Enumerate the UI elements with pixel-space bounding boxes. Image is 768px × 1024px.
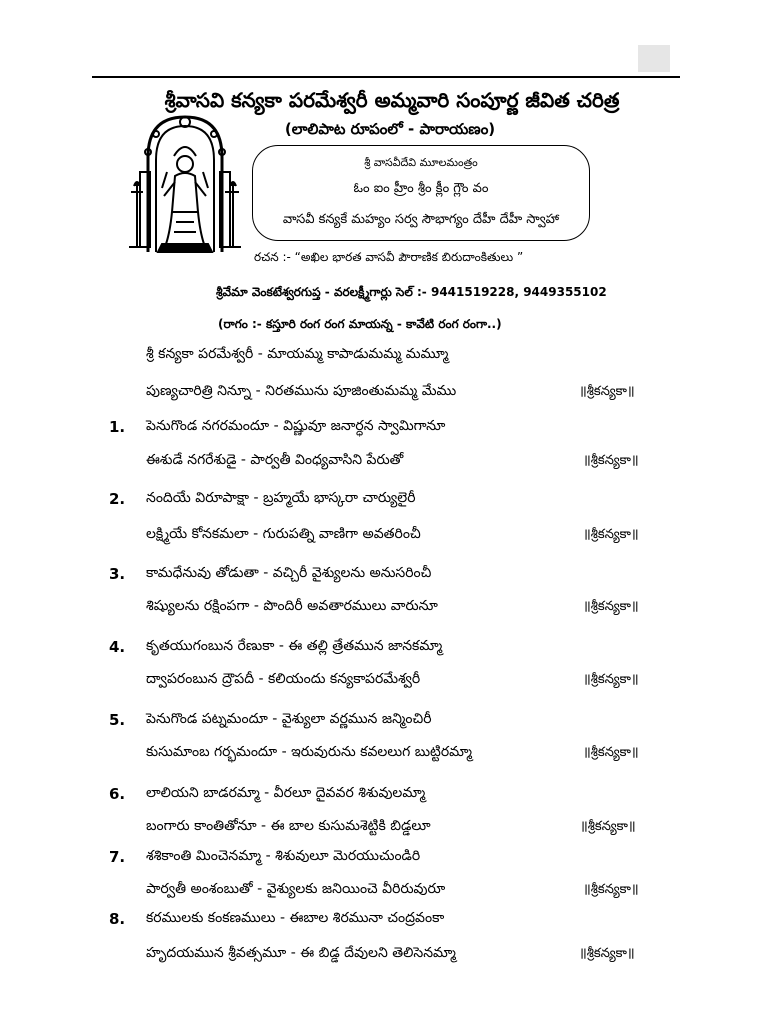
refrain-label: ॥శ్రీకన్యకా॥ [583, 527, 639, 542]
mantra-line: ఓం ఐం హ్రీం శ్రీం క్లీం గ్లౌం వం [353, 181, 489, 196]
verse-line: కుసుమాంబ గర్భమందూ - ఇరువురును కవలలుగ బుట్టిరమ్మా [146, 744, 473, 760]
verse-number: 6. [109, 785, 126, 803]
verse-number: 7. [109, 848, 126, 866]
verse-line: పెనుగొండ పట్నమందూ - వైశ్యులా వర్ణమున జన్మించిరీ [146, 711, 432, 727]
verse-line: ద్వాపరంబున ద్రౌపదీ - కలియందు కన్యకాపరమేశ్వరీ [146, 671, 421, 687]
page-corner-tab [638, 45, 670, 72]
verse-number: 8. [109, 910, 126, 928]
page-title: శ్రీవాసవి కన్యకా పరమేశ్వరీ అమ్మవారి సంపూర్ణ జీవిత చరిత్ర [164, 88, 620, 112]
page-subtitle: (లాలిపాట రూపంలో - పారాయణం) [284, 120, 496, 138]
verse-line: నందియే విరూపాక్షా - బ్రహ్మయే భాస్కరా చార్యులైరీ [146, 490, 416, 506]
intro-line: పుణ్యచారిత్రి నిన్నూ - నిరతమును పూజింతుమమ్మ మేము [146, 383, 457, 399]
author-credit: రచన :- “అఖిల భారత వాసవీ పౌరాణిక బిరుదాంకితులు ” [254, 250, 524, 264]
refrain-label: ॥శ్రీకన్యకా॥ [583, 599, 639, 614]
verse-number: 2. [109, 490, 126, 508]
verse-line: కృతయుగంబున రేణుకా - ఈ తల్లి త్రేతమున జానకమ్మా [146, 638, 443, 654]
verse-line: లక్ష్మియే కోనకమలా - గురుపత్ని వాణిగా అవతరించీ [146, 526, 421, 542]
verse-line: పెనుగొండ నగరమందూ - విష్ణువూ జనార్ధన స్వామిగానూ [146, 418, 446, 434]
refrain-label: ॥శ్రీకన్యకా॥ [579, 946, 635, 961]
intro-line: శ్రీ కన్యకా పరమేశ్వరీ - మాయమ్మ కాపాడుమమ్మ మమ్మూ [146, 346, 449, 362]
mantra-box [252, 145, 590, 241]
author-names-contact: శ్రీవేమా వెంకటేశ్వరగుప్త - వరలక్ష్మీగార్లు సెల్ :- 9441519228, 9449355102 [216, 285, 607, 299]
verse-number: 5. [109, 711, 126, 729]
verse-line: పార్వతీ అంశంబుతో - వైశ్యులకు జనియించె వీరిరువురూ [146, 881, 446, 897]
refrain-label: ॥శ్రీకన్యకా॥ [583, 882, 639, 897]
verse-number: 1. [109, 418, 126, 436]
verse-line: కామధేనువు తోడుతా - వచ్చిరీ వైశ్యులను అనుసరించీ [146, 565, 432, 581]
verse-line: శిష్యులను రక్షింపగా - పొందిరీ అవతారములు వారునూ [146, 598, 438, 614]
raga-note: (రాగం :- కస్తూరి రంగ రంగ మాయన్న - కావేటి రంగ రంగా..) [218, 317, 502, 331]
refrain-label: ॥శ్రీకన్యకా॥ [583, 453, 639, 468]
mantra-heading: శ్రీ వాసవీదేవి మూలమంత్రం [364, 156, 478, 169]
refrain-label: ॥శ్రీకన్యకా॥ [580, 819, 636, 834]
verse-line: హృదయమున శ్రీవత్సమూ - ఈ బిడ్డ దేవులని తెలిసెనమ్మా [146, 945, 456, 961]
mantra-line: వాసవీ కన్యకే మహ్యం సర్వ సౌభాగ్యం దేహీ దేహీ స్వాహా [282, 212, 560, 227]
refrain-label: ॥శ్రీకన్యకా॥ [583, 672, 639, 687]
goddess-idol-icon [126, 112, 244, 257]
verse-line: బంగారు కాంతితోనూ - ఈ బాల కుసుమశెట్టికి బిడ్డలూ [146, 818, 431, 834]
verse-line: ఈశుడే నగరేశుడై - పార్వతీ వింధ్యవాసిని పేరుతో [146, 452, 404, 468]
verse-line: లాలియని బాడరమ్మా - వీరలూ దైవవర శిశువులమ్మా [146, 785, 426, 801]
verse-number: 4. [109, 638, 126, 656]
refrain-label: ॥శ్రీకన్యకా॥ [583, 745, 639, 760]
verse-line: శశికాంతి మించెనమ్మా - శిశువులూ మెరయుచుండిరి [146, 848, 421, 864]
refrain-label: ॥శ్రీకన్యకా॥ [579, 384, 635, 399]
header-rule [92, 76, 680, 78]
verse-line: కరములకు కంకణములు - ఈబాల శిరమునా చంద్రవంకా [146, 910, 445, 926]
verse-number: 3. [109, 565, 126, 583]
